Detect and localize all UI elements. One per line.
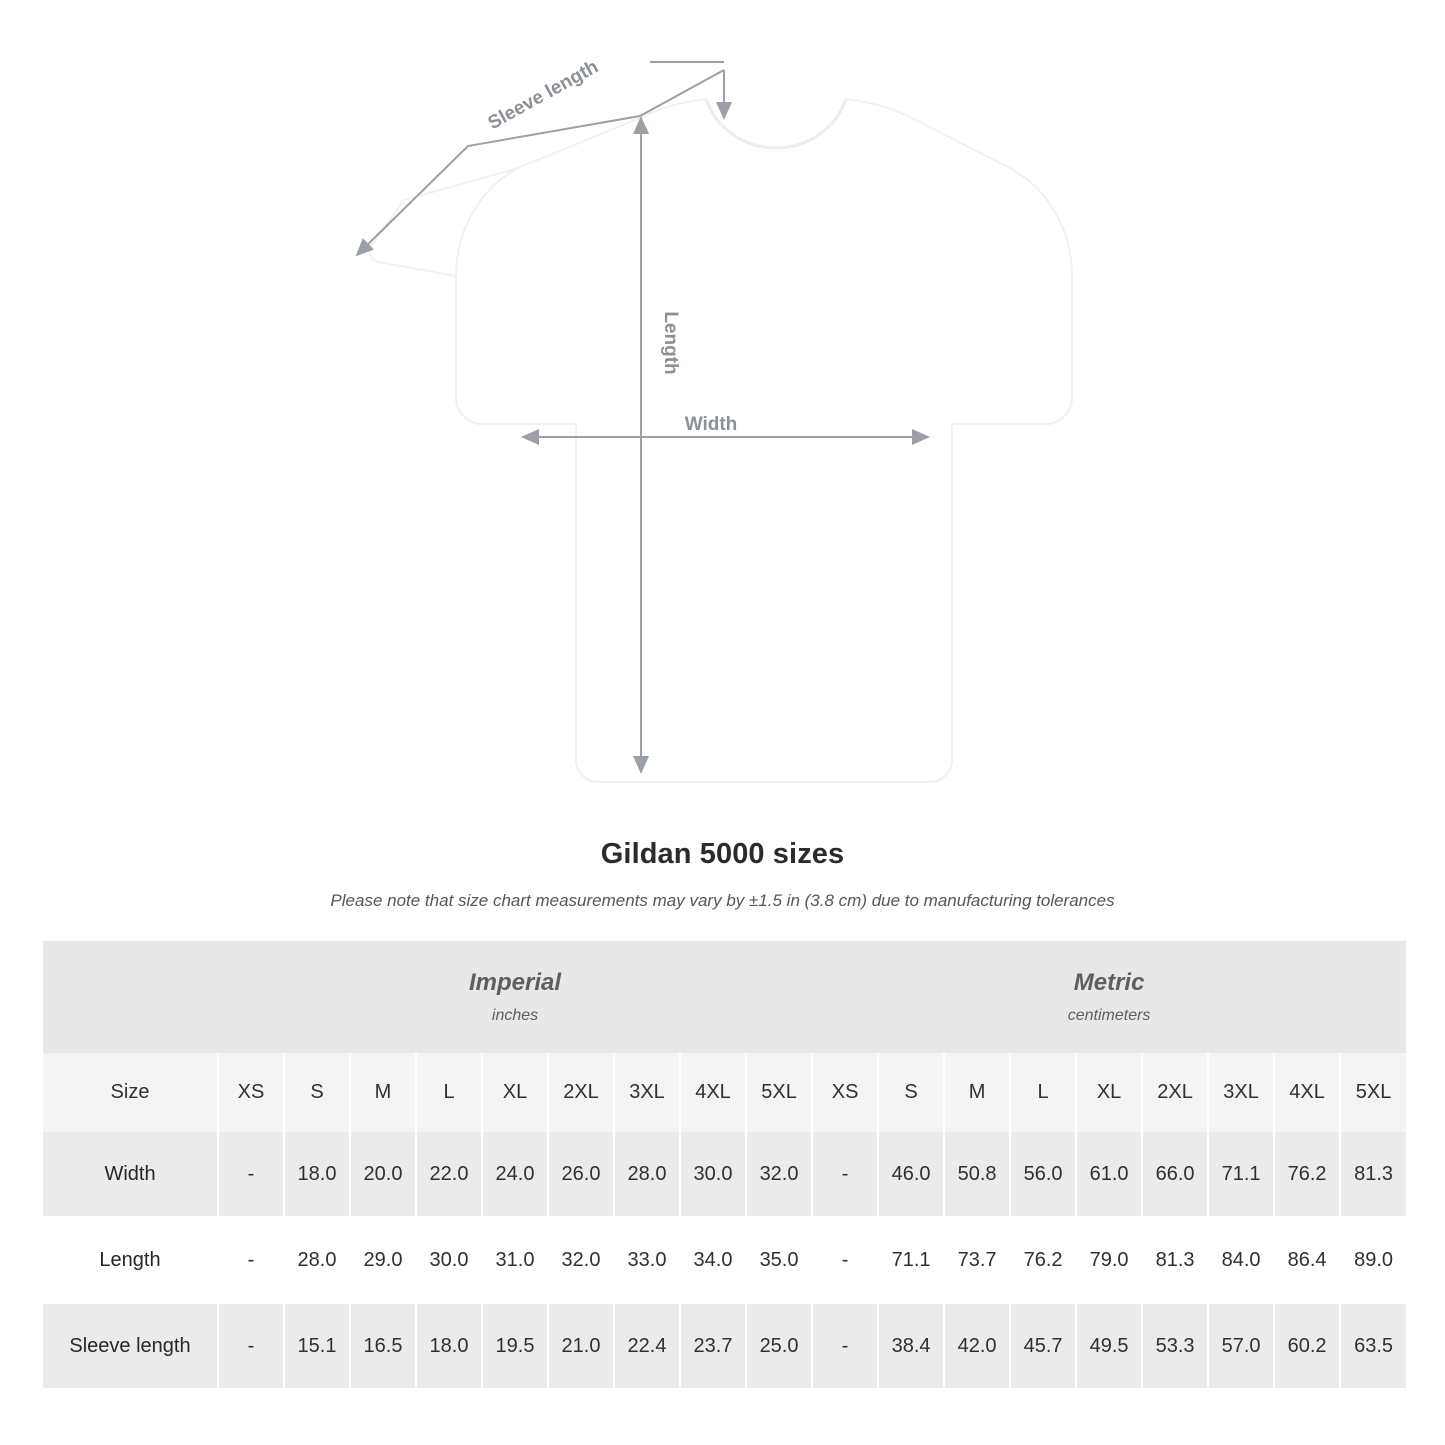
size-header-label: Size — [43, 1053, 218, 1132]
cell-sleeve-metric-l: 45.7 — [1010, 1303, 1076, 1389]
size-header-metric-l: L — [1010, 1053, 1076, 1132]
length-label: Length — [660, 311, 681, 375]
size-header-imperial-xs: XS — [218, 1053, 284, 1132]
cell-width-imperial-4xl: 30.0 — [680, 1132, 746, 1217]
cell-sleeve-imperial-2xl: 21.0 — [548, 1303, 614, 1389]
cell-length-metric-l: 76.2 — [1010, 1217, 1076, 1303]
cell-width-metric-xs: - — [812, 1132, 878, 1217]
unit-group-metric-unit: centimeters — [1067, 1006, 1151, 1024]
size-header-imperial-2xl: 2XL — [548, 1053, 614, 1132]
cell-sleeve-imperial-xl: 19.5 — [482, 1303, 548, 1389]
cell-width-imperial-xs: - — [218, 1132, 284, 1217]
cell-width-metric-2xl: 66.0 — [1142, 1132, 1208, 1217]
tolerance-note: Please note that size chart measurements may vary by ±1.5 in (3.8 cm) due to manufacturing tolerances — [330, 891, 1115, 910]
cell-length-imperial-4xl: 34.0 — [680, 1217, 746, 1303]
cell-length-metric-xl: 79.0 — [1076, 1217, 1142, 1303]
cell-length-imperial-m: 29.0 — [350, 1217, 416, 1303]
size-header-metric-xl: XL — [1076, 1053, 1142, 1132]
cell-width-imperial-m: 20.0 — [350, 1132, 416, 1217]
cell-sleeve-imperial-5xl: 25.0 — [746, 1303, 812, 1389]
unit-group-metric-name: Metric — [1073, 969, 1145, 997]
unit-group-imperial-unit: inches — [491, 1006, 539, 1024]
cell-sleeve-metric-4xl: 60.2 — [1274, 1303, 1340, 1389]
cell-sleeve-metric-m: 42.0 — [944, 1303, 1010, 1389]
cell-length-metric-xs: - — [812, 1217, 878, 1303]
size-header-imperial-5xl: 5XL — [746, 1053, 812, 1132]
row-label-sleeve-length: Sleeve length — [43, 1303, 218, 1389]
size-table — [43, 941, 1406, 1390]
table-row — [43, 1132, 1406, 1217]
cell-sleeve-metric-s: 38.4 — [878, 1303, 944, 1389]
cell-sleeve-metric-5xl: 63.5 — [1340, 1303, 1406, 1389]
cell-width-imperial-xl: 24.0 — [482, 1132, 548, 1217]
cell-sleeve-imperial-m: 16.5 — [350, 1303, 416, 1389]
size-header-metric-4xl: 4XL — [1274, 1053, 1340, 1132]
cell-width-imperial-l: 22.0 — [416, 1132, 482, 1217]
unit-group-imperial-name: Imperial — [469, 969, 562, 997]
cell-sleeve-metric-2xl: 53.3 — [1142, 1303, 1208, 1389]
cell-length-imperial-xs: - — [218, 1217, 284, 1303]
cell-length-imperial-l: 30.0 — [416, 1217, 482, 1303]
unit-group-metric — [812, 941, 1406, 1053]
row-label-width: Width — [43, 1132, 218, 1217]
size-header-imperial-m: M — [350, 1053, 416, 1132]
page-title: Gildan 5000 sizes — [600, 838, 845, 870]
cell-length-imperial-2xl: 32.0 — [548, 1217, 614, 1303]
cell-length-metric-s: 71.1 — [878, 1217, 944, 1303]
unit-group-imperial — [218, 941, 812, 1053]
cell-width-metric-3xl: 71.1 — [1208, 1132, 1274, 1217]
cell-width-imperial-s: 18.0 — [284, 1132, 350, 1217]
cell-width-metric-5xl: 81.3 — [1340, 1132, 1406, 1217]
size-header-metric-2xl: 2XL — [1142, 1053, 1208, 1132]
title-block — [0, 838, 1445, 911]
cell-length-imperial-s: 28.0 — [284, 1217, 350, 1303]
size-header-imperial-s: S — [284, 1053, 350, 1132]
table-row — [43, 1303, 1406, 1389]
cell-width-imperial-2xl: 26.0 — [548, 1132, 614, 1217]
cell-sleeve-imperial-s: 15.1 — [284, 1303, 350, 1389]
cell-length-metric-m: 73.7 — [944, 1217, 1010, 1303]
size-header-metric-3xl: 3XL — [1208, 1053, 1274, 1132]
row-label-length: Length — [43, 1217, 218, 1303]
cell-length-metric-2xl: 81.3 — [1142, 1217, 1208, 1303]
table-row — [43, 1217, 1406, 1303]
cell-sleeve-metric-3xl: 57.0 — [1208, 1303, 1274, 1389]
size-header-row — [43, 1053, 1406, 1132]
size-header-imperial-l: L — [416, 1053, 482, 1132]
size-header-imperial-xl: XL — [482, 1053, 548, 1132]
size-header-metric-m: M — [944, 1053, 1010, 1132]
cell-width-metric-l: 56.0 — [1010, 1132, 1076, 1217]
cell-sleeve-imperial-3xl: 22.4 — [614, 1303, 680, 1389]
cell-width-imperial-5xl: 32.0 — [746, 1132, 812, 1217]
size-header-imperial-4xl: 4XL — [680, 1053, 746, 1132]
width-label: Width — [684, 414, 738, 435]
cell-length-metric-5xl: 89.0 — [1340, 1217, 1406, 1303]
cell-sleeve-metric-xs: - — [812, 1303, 878, 1389]
cell-sleeve-imperial-xs: - — [218, 1303, 284, 1389]
cell-sleeve-metric-xl: 49.5 — [1076, 1303, 1142, 1389]
sleeve-length-label: Sleeve length — [484, 56, 602, 135]
cell-length-imperial-3xl: 33.0 — [614, 1217, 680, 1303]
size-table-container — [43, 941, 1402, 1390]
cell-sleeve-imperial-4xl: 23.7 — [680, 1303, 746, 1389]
cell-length-imperial-xl: 31.0 — [482, 1217, 548, 1303]
cell-width-metric-xl: 61.0 — [1076, 1132, 1142, 1217]
cell-width-imperial-3xl: 28.0 — [614, 1132, 680, 1217]
size-header-metric-xs: XS — [812, 1053, 878, 1132]
size-header-metric-s: S — [878, 1053, 944, 1132]
cell-width-metric-4xl: 76.2 — [1274, 1132, 1340, 1217]
cell-length-metric-3xl: 84.0 — [1208, 1217, 1274, 1303]
cell-width-metric-s: 46.0 — [878, 1132, 944, 1217]
size-header-imperial-3xl: 3XL — [614, 1053, 680, 1132]
tshirt-shape — [369, 99, 1072, 782]
cell-length-metric-4xl: 86.4 — [1274, 1217, 1340, 1303]
unit-spacer-cell — [43, 941, 218, 1053]
unit-header-row — [43, 941, 1406, 1053]
cell-length-imperial-5xl: 35.0 — [746, 1217, 812, 1303]
size-header-metric-5xl: 5XL — [1340, 1053, 1406, 1132]
cell-sleeve-imperial-l: 18.0 — [416, 1303, 482, 1389]
cell-width-metric-m: 50.8 — [944, 1132, 1010, 1217]
